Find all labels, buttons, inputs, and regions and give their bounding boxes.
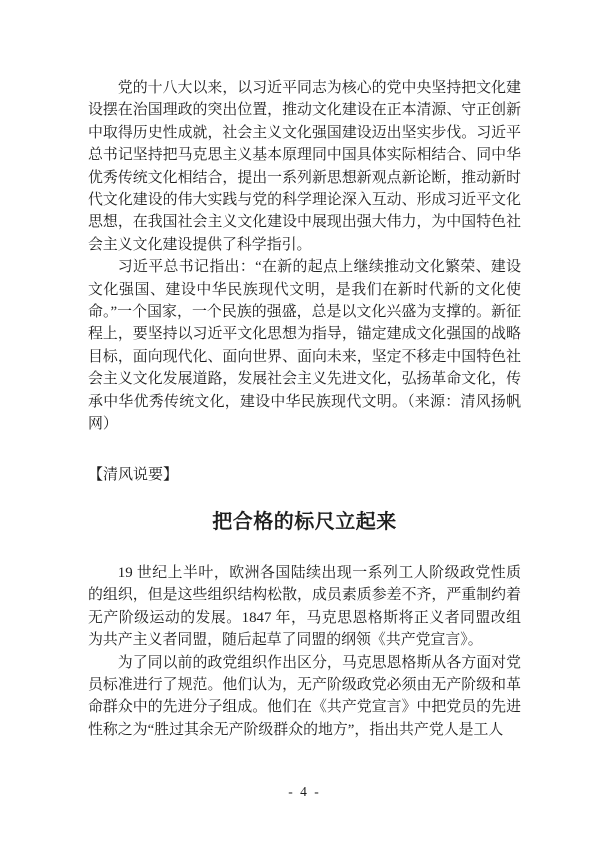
section-header: 【清风说要】 — [88, 466, 179, 483]
paragraph-standard-1: 19 世纪上半叶，欧洲各国陆续出现一系列工人阶级政党性质的组织，但是这些组织结构松散，成员素质参差不齐，严重制约着无产阶级运动的发展。1847 年，马克思恩格斯将正义者同盟改组为共产主义者同盟，随后起草了同盟的纲领《共产党宣言》。 — [88, 564, 521, 649]
article-title: 把合格的标尺立起来 — [212, 510, 397, 533]
paragraph-culture-2: 习近平总书记指出：“在新的起点上继续推动文化繁荣、建设文化强国、建设中华民族现代文明，是我们在新时代新的文化使命。”一个国家，一个民族的强盛，总是以文化兴盛为支撑的。新征程上，要坚持以习近平文化思想为指导，锚定建成文化强国的战略目标，面向现代化、面向世界、面向未来，坚定不移走中国特色社会主义文化发展道路，发展社会主义先进文化，弘扬革命文化，传承中华优秀传统文化，建设中华民族现代文明。（来源：清风扬帆网） — [88, 259, 521, 433]
paragraph-culture-1: 党的十八大以来，以习近平同志为核心的党中央坚持把文化建设摆在治国理政的突出位置，推动文化建设在正本清源、守正创新中取得历史性成就，社会主义文化强国建设迈出坚实步伐。习近平总书记坚持把马克思主义基本原理同中国具体实际相结合、同中华优秀传统文化相结合，提出一系列新思想新观点新论断，推动新时代文化建设的伟大实践与党的科学理论深入互动、形成习近平文化思想，在我国社会主义文化建设中展现出强大伟力，为中国特色社会主义文化建设提供了科学指引。 — [88, 80, 521, 253]
text-block — [88, 77, 521, 741]
page-number: - 4 - — [288, 784, 321, 799]
paragraph-standard-2: 为了同以前的政党组织作出区分，马克思恩格斯从各方面对党员标准进行了规范。他们认为，无产阶级政党必须由无产阶级和革命群众中的先进分子组成。他们在《共产党宣言》中把党员的先进性称之为“胜过其余无产阶级群众的地方”，指出共产党人是工人 — [88, 654, 521, 738]
